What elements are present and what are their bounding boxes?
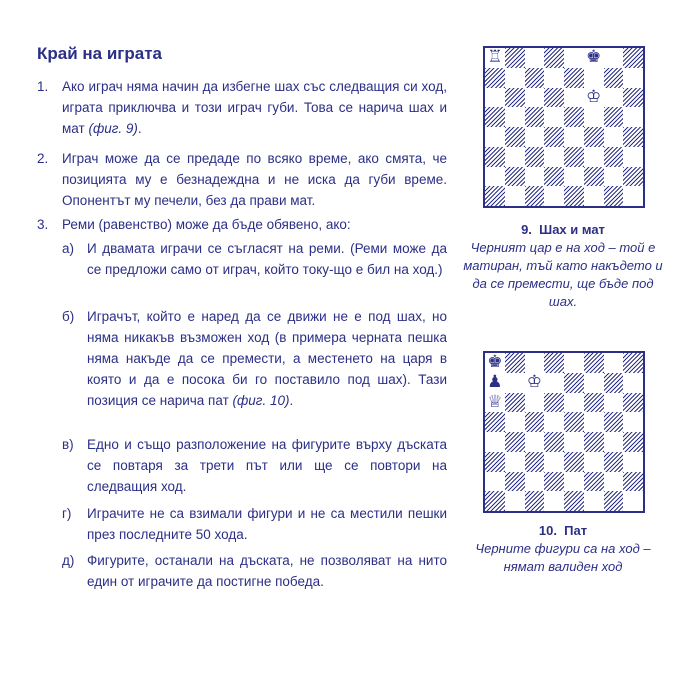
square-e5 xyxy=(564,412,584,432)
square-f1 xyxy=(584,491,604,511)
figure-number: 10. xyxy=(538,523,557,538)
rule-text-body: Ако играч няма начин да избегне шах със следващия си ход, играта приключва и този играч губи. Това се нарича шах и мат xyxy=(62,79,447,136)
square-a7 xyxy=(485,68,505,88)
square-c3 xyxy=(525,147,545,167)
square-g1 xyxy=(604,491,624,511)
square-d7 xyxy=(544,68,564,88)
rule-text xyxy=(62,76,447,139)
square-e8 xyxy=(564,48,584,68)
square-e7 xyxy=(564,68,584,88)
square-h4 xyxy=(623,127,643,147)
black-pawn-icon: ♟ xyxy=(485,373,505,393)
rule-3 xyxy=(37,214,447,235)
square-e7 xyxy=(564,373,584,393)
square-a7 xyxy=(485,373,505,393)
square-c7 xyxy=(525,373,545,393)
subrule-letter: а) xyxy=(62,241,75,256)
square-a2 xyxy=(485,167,505,187)
square-b4 xyxy=(505,127,525,147)
subrule-text xyxy=(87,306,447,411)
square-d1 xyxy=(544,491,564,511)
black-king-icon: ♚ xyxy=(584,48,604,68)
square-c8 xyxy=(525,48,545,68)
square-e6 xyxy=(564,393,584,413)
square-h4 xyxy=(623,432,643,452)
square-g2 xyxy=(604,472,624,492)
square-b6 xyxy=(505,393,525,413)
square-f3 xyxy=(584,452,604,472)
square-b1 xyxy=(505,491,525,511)
square-h3 xyxy=(623,147,643,167)
square-b2 xyxy=(505,472,525,492)
square-d5 xyxy=(544,412,564,432)
square-b1 xyxy=(505,186,525,206)
square-d6 xyxy=(544,393,564,413)
square-g8 xyxy=(604,353,624,373)
white-king-icon: ♔ xyxy=(525,373,545,393)
square-a8 xyxy=(485,48,505,68)
rule-number: 3. xyxy=(37,217,49,232)
square-b4 xyxy=(505,432,525,452)
square-g3 xyxy=(604,147,624,167)
subrule-text: Играчите не са взимали фигури и не са местили пешки през последните 50 хода. xyxy=(87,506,447,542)
white-queen-icon: ♕ xyxy=(485,393,505,413)
square-a2 xyxy=(485,472,505,492)
figure-reference: (фиг. 10) xyxy=(232,393,290,408)
square-f1 xyxy=(584,186,604,206)
square-c8 xyxy=(525,353,545,373)
square-e2 xyxy=(564,472,584,492)
figure-9-caption xyxy=(463,221,663,311)
square-d8 xyxy=(544,353,564,373)
page-title: Край на играта xyxy=(37,44,162,63)
square-h1 xyxy=(623,186,643,206)
rule-2 xyxy=(37,148,447,211)
white-king-icon: ♔ xyxy=(584,88,604,108)
square-c7 xyxy=(525,68,545,88)
square-d5 xyxy=(544,107,564,127)
square-f7 xyxy=(584,68,604,88)
square-b6 xyxy=(505,88,525,108)
square-e8 xyxy=(564,353,584,373)
square-c3 xyxy=(525,452,545,472)
chessboard-checkmate xyxy=(483,46,645,208)
square-e4 xyxy=(564,127,584,147)
subrule-letter: б) xyxy=(62,309,75,324)
square-h3 xyxy=(623,452,643,472)
figure-title xyxy=(463,221,663,239)
square-f5 xyxy=(584,412,604,432)
square-b3 xyxy=(505,452,525,472)
square-g6 xyxy=(604,393,624,413)
square-e6 xyxy=(564,88,584,108)
square-a1 xyxy=(485,186,505,206)
square-e3 xyxy=(564,147,584,167)
square-g5 xyxy=(604,107,624,127)
square-f8 xyxy=(584,353,604,373)
figure-reference: (фиг. 9) xyxy=(88,121,138,136)
figure-name: Шах и мат xyxy=(539,222,605,237)
square-f2 xyxy=(584,472,604,492)
square-e5 xyxy=(564,107,584,127)
subrule-e xyxy=(62,550,447,592)
subrule-a xyxy=(62,238,447,280)
square-g7 xyxy=(604,68,624,88)
square-e1 xyxy=(564,491,584,511)
rule-text: Играч може да се предаде по всяко време, ако смята, че позицията му е безнадеждна и не иска да губи време. Опонентът му печели, без да прави мат. xyxy=(62,151,447,208)
square-f4 xyxy=(584,127,604,147)
square-h2 xyxy=(623,472,643,492)
rule-1 xyxy=(37,76,447,139)
subrule-text: И двамата играчи се съгласят на реми. (Реми може да се предложи само от играч, който току-що е бил на ход.) xyxy=(87,241,447,277)
square-e2 xyxy=(564,167,584,187)
square-a6 xyxy=(485,393,505,413)
square-d8 xyxy=(544,48,564,68)
square-f3 xyxy=(584,147,604,167)
square-h7 xyxy=(623,373,643,393)
square-a4 xyxy=(485,432,505,452)
chessboard-stalemate xyxy=(483,351,645,513)
subrule-letter: г) xyxy=(62,506,72,521)
square-h7 xyxy=(623,68,643,88)
square-c1 xyxy=(525,186,545,206)
square-f2 xyxy=(584,167,604,187)
square-c2 xyxy=(525,472,545,492)
square-h6 xyxy=(623,88,643,108)
square-g1 xyxy=(604,186,624,206)
square-d4 xyxy=(544,432,564,452)
square-b2 xyxy=(505,167,525,187)
square-a3 xyxy=(485,147,505,167)
square-a6 xyxy=(485,88,505,108)
square-a3 xyxy=(485,452,505,472)
subrule-c xyxy=(62,434,447,497)
square-b5 xyxy=(505,107,525,127)
square-b5 xyxy=(505,412,525,432)
square-e3 xyxy=(564,452,584,472)
rule-number: 2. xyxy=(37,151,49,166)
subrule-text: Едно и също разположение на фигурите върху дъската се повтаря за трети път или ще се повтори на следващия ход. xyxy=(87,437,447,494)
square-c4 xyxy=(525,127,545,147)
square-c4 xyxy=(525,432,545,452)
white-rook-icon: ♖ xyxy=(485,48,505,68)
square-a5 xyxy=(485,107,505,127)
square-f4 xyxy=(584,432,604,452)
square-g7 xyxy=(604,373,624,393)
square-a5 xyxy=(485,412,505,432)
rule-number: 1. xyxy=(37,79,49,94)
figure-title xyxy=(463,522,663,540)
square-e1 xyxy=(564,186,584,206)
square-h8 xyxy=(623,48,643,68)
figure-10-caption xyxy=(463,522,663,576)
square-b8 xyxy=(505,353,525,373)
square-f8 xyxy=(584,48,604,68)
square-b8 xyxy=(505,48,525,68)
square-c5 xyxy=(525,412,545,432)
subrule-letter: в) xyxy=(62,437,74,452)
square-a4 xyxy=(485,127,505,147)
figure-number: 9. xyxy=(521,222,532,237)
square-d2 xyxy=(544,472,564,492)
square-h1 xyxy=(623,491,643,511)
square-c6 xyxy=(525,88,545,108)
square-a1 xyxy=(485,491,505,511)
square-g8 xyxy=(604,48,624,68)
square-g4 xyxy=(604,432,624,452)
square-h8 xyxy=(623,353,643,373)
square-c6 xyxy=(525,393,545,413)
subrule-text-tail: . xyxy=(289,393,294,408)
square-d4 xyxy=(544,127,564,147)
square-f6 xyxy=(584,88,604,108)
square-h2 xyxy=(623,167,643,187)
square-d6 xyxy=(544,88,564,108)
rule-text: Реми (равенство) може да бъде обявено, ако: xyxy=(62,217,351,232)
subrule-letter: д) xyxy=(62,553,75,568)
square-d2 xyxy=(544,167,564,187)
square-g4 xyxy=(604,127,624,147)
figure-name: Пат xyxy=(564,523,588,538)
square-d1 xyxy=(544,186,564,206)
subrule-text: Фигурите, останали на дъската, не позволяват на нито един от играчите да постигне победа. xyxy=(87,553,447,589)
square-b7 xyxy=(505,68,525,88)
square-f6 xyxy=(584,393,604,413)
square-g3 xyxy=(604,452,624,472)
square-a8 xyxy=(485,353,505,373)
square-d3 xyxy=(544,452,564,472)
square-c1 xyxy=(525,491,545,511)
rule-text-tail: . xyxy=(137,121,142,136)
square-f5 xyxy=(584,107,604,127)
subrule-text-body: Играчът, който е наред да се движи не е под шах, но няма никакъв възможен ход (в примера черната пешка няма накъде да се премести, а местенето на царя в която и да е посока би го поставило под шах). Тази позиция се нарича пат xyxy=(87,309,447,408)
figure-caption-text: Черният цар е на ход – той е матиран, тъй като накъдето и да се премести, ще бъде под шах. xyxy=(463,240,663,309)
square-g2 xyxy=(604,167,624,187)
figure-caption-text: Черните фигури са на ход – нямат валиден ход xyxy=(475,541,651,574)
square-g6 xyxy=(604,88,624,108)
square-d3 xyxy=(544,147,564,167)
subrule-d xyxy=(62,503,447,545)
square-d7 xyxy=(544,373,564,393)
square-c5 xyxy=(525,107,545,127)
square-b3 xyxy=(505,147,525,167)
square-e4 xyxy=(564,432,584,452)
square-h6 xyxy=(623,393,643,413)
square-h5 xyxy=(623,412,643,432)
square-c2 xyxy=(525,167,545,187)
square-h5 xyxy=(623,107,643,127)
square-f7 xyxy=(584,373,604,393)
square-g5 xyxy=(604,412,624,432)
subrule-b xyxy=(62,306,447,411)
square-b7 xyxy=(505,373,525,393)
black-king-icon: ♚ xyxy=(485,353,505,373)
